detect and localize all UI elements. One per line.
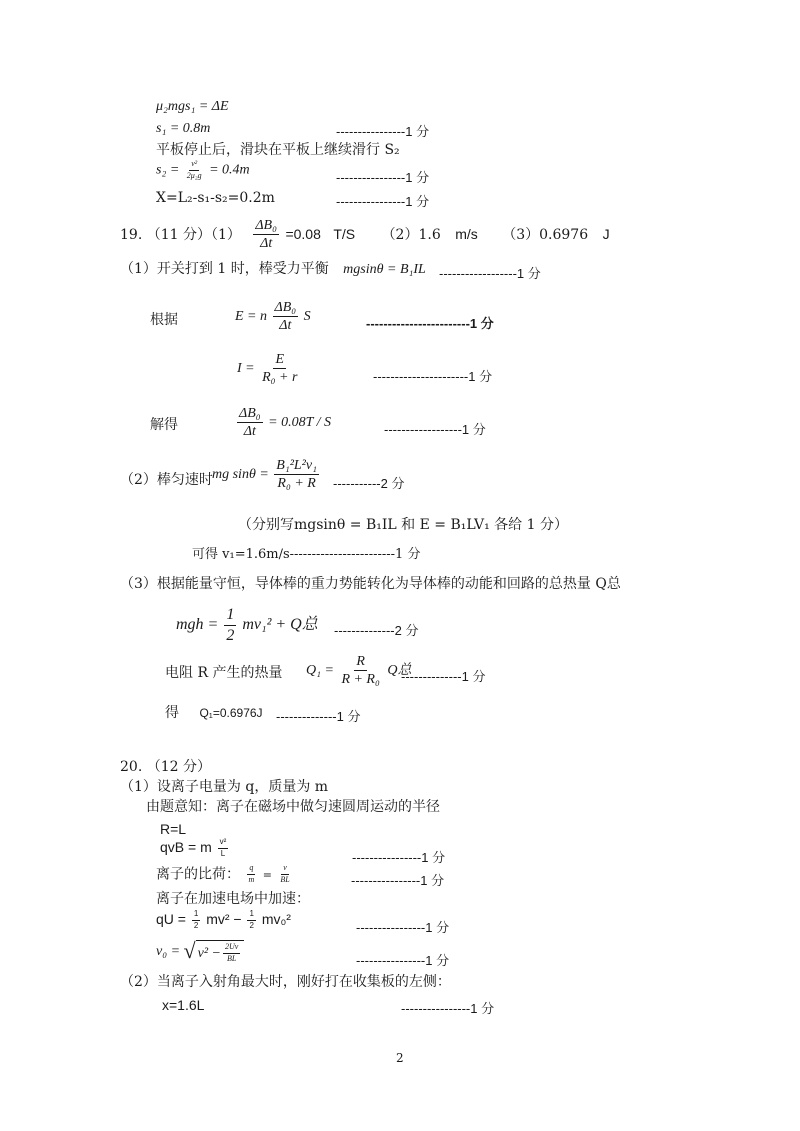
text: 离子的比荷： — [156, 866, 240, 883]
fraction — [218, 838, 229, 859]
result-line: 可得 v₁=1.6m/s------------------------1 分 — [192, 547, 421, 562]
eq-energy: μ₂mgs₁ = ΔE — [156, 99, 229, 114]
text-slide: 平板停止后，滑块在平板上继续滑行 S₂ — [156, 142, 400, 158]
fraction — [260, 352, 299, 386]
text: （1）开关打到 1 时，棒受力平衡 — [120, 261, 329, 277]
fraction — [192, 910, 200, 931]
fraction — [273, 300, 299, 334]
header-text: 19. （11 分）（1） — [120, 226, 241, 243]
eq-work-energy — [156, 910, 291, 931]
score-mark: ----------------1 分 — [356, 953, 450, 968]
eq-charge-ratio — [156, 864, 294, 885]
frac-den: 2 — [193, 920, 199, 930]
answer-value: （2）1.6 — [381, 226, 441, 243]
score-mark: ----------------1 分 — [351, 873, 445, 888]
frac-num: 2Uv — [223, 943, 240, 954]
s20-line-1: （1）设离子电量为 q，质量为 m — [120, 779, 329, 795]
frac-den: 2 — [249, 920, 254, 930]
score-mark: ----------------1 分 — [401, 1001, 495, 1016]
text: 得 — [165, 705, 179, 721]
score-mark: --------------2 分 — [334, 623, 419, 638]
eq-part: mv₁² + Q总 — [242, 615, 318, 633]
question-20-header: 20. （12 分） — [120, 759, 211, 775]
eq-s1: s₁ = 0.8m — [156, 121, 211, 136]
frac-num: v² — [189, 160, 199, 171]
eq-current — [237, 352, 301, 386]
part2-line — [120, 473, 213, 488]
frac-den: m — [248, 874, 255, 884]
eq-lorentz — [160, 838, 230, 859]
frac-den: BL — [226, 953, 237, 963]
fraction — [223, 943, 240, 964]
eq-v0 — [156, 940, 244, 964]
frac-num: v — [281, 864, 289, 875]
s20-part2: （2）当离子入射角最大时，刚好打在收集板的左侧： — [120, 974, 451, 990]
score-mark: ----------------------1 分 — [373, 369, 493, 384]
frac-num: ΔB₀ — [237, 406, 263, 423]
label-genju: 根据 — [150, 312, 178, 328]
value: Q₁=0.6976J — [199, 706, 263, 720]
eq-emf — [235, 300, 311, 334]
frac-den: Δt — [279, 318, 292, 334]
frac-den: L — [220, 848, 226, 858]
fraction — [247, 910, 255, 931]
eq-part: mv² − — [206, 911, 242, 927]
s20-line-2: 由题意知：离子在磁场中做匀速圆周运动的半径 — [146, 799, 440, 815]
score-mark: ------------------------1 分 — [366, 316, 494, 331]
fraction — [246, 864, 256, 885]
eq-part: qvB = m — [160, 839, 212, 855]
frac-num: ΔB₀ — [273, 300, 299, 317]
answer-unit: T/S — [333, 225, 356, 242]
eq-part: = — [262, 868, 272, 882]
frac-num: B₁²L²v₁ — [274, 458, 319, 475]
eq-part: mgh = — [176, 615, 219, 633]
fraction — [237, 406, 263, 440]
equation: mgsinθ = B₁IL — [343, 262, 426, 277]
frac-num: v² — [218, 838, 229, 849]
score-mark: -----------2 分 — [333, 476, 405, 491]
score-mark: ----------------1 分 — [356, 920, 450, 935]
result-q1 — [165, 706, 263, 721]
score-mark: --------------1 分 — [401, 669, 486, 684]
frac-num: 1 — [224, 606, 236, 626]
note-line: （分别写mgsinθ = B₁IL 和 E = B₁LV₁ 各给 1 分） — [238, 517, 568, 533]
part1-line — [120, 262, 426, 277]
eq-x-value: x=1.6L — [162, 997, 205, 1013]
frac-den: R₀ + r — [262, 370, 298, 386]
eq-part: E = n — [235, 309, 267, 325]
eq-part: S — [303, 309, 311, 325]
eq-part: Q总 — [387, 663, 412, 679]
fraction — [274, 458, 319, 492]
eq-part: qU = — [156, 911, 186, 927]
label-jiede: 解得 — [150, 417, 178, 433]
score-mark: ----------------1 分 — [336, 124, 430, 139]
eq-result — [235, 406, 331, 440]
fraction — [253, 218, 279, 252]
eq-energy-conservation — [176, 606, 318, 644]
sqrt — [184, 940, 245, 964]
score-mark: ----------------1 分 — [336, 170, 430, 185]
frac-num: 1 — [192, 910, 200, 921]
question-19-header — [120, 218, 610, 252]
fraction — [278, 864, 291, 885]
score-mark: ------------------1 分 — [439, 266, 541, 281]
eq-part: I = — [237, 361, 255, 377]
frac-num: q — [247, 864, 255, 875]
eq-heat — [306, 654, 411, 688]
radicand — [196, 940, 245, 964]
frac-den: 2μ₂g — [186, 170, 202, 180]
frac-den: Δt — [243, 424, 256, 440]
frac-den: 2 — [226, 626, 235, 644]
score-mark: ----------------1 分 — [352, 850, 446, 865]
eq-part: s₂ = — [156, 162, 180, 178]
radical-sign: √ — [183, 938, 196, 963]
fraction — [185, 160, 204, 181]
frac-num: 1 — [247, 910, 255, 921]
s20-radius: R=L — [160, 821, 187, 837]
eq-part: v² − — [197, 945, 221, 961]
frac-num: R — [354, 654, 367, 671]
fraction — [224, 606, 236, 644]
part3-line: （3）根据能量守恒，导体棒的重力势能转化为导体棒的动能和回路的总热量 Q总 — [120, 576, 621, 592]
eq-part: = 0.08T / S — [268, 415, 332, 431]
eq-part: mv₀² — [261, 911, 291, 927]
answer-value: =0.08 — [285, 225, 321, 242]
score-mark: ------------------1 分 — [384, 422, 486, 437]
eq-part: Q₁ = — [306, 663, 334, 679]
eq-part: = 0.4m — [209, 162, 250, 178]
frac-num: ΔB₀ — [253, 218, 279, 235]
eq-s2 — [156, 160, 250, 181]
eq-part: v₀ = — [156, 944, 181, 960]
page-number: 2 — [396, 1051, 404, 1065]
score-mark: ----------------1 分 — [336, 194, 430, 209]
answer-value: （3）0.6976 — [502, 226, 589, 243]
s20-line-accel: 离子在加速电场中加速： — [156, 891, 310, 907]
frac-den: BL — [280, 874, 290, 884]
eq-x: X=L₂-s₁-s₂=0.2m — [156, 190, 275, 206]
text: （2）棒匀速时 — [120, 472, 213, 488]
frac-den: R + R₀ — [341, 672, 380, 688]
answer-unit: m/s — [455, 225, 478, 242]
score-mark: --------------1 分 — [276, 709, 361, 724]
frac-den: R₀ + R — [277, 476, 316, 492]
text-heat: 电阻 R 产生的热量 — [165, 665, 283, 681]
frac-den: Δt — [260, 236, 273, 252]
frac-num: E — [273, 352, 286, 369]
eq-uniform — [212, 458, 321, 492]
fraction — [339, 654, 381, 688]
eq-part: mg sinθ = — [212, 467, 269, 483]
answer-unit: J — [602, 225, 610, 242]
